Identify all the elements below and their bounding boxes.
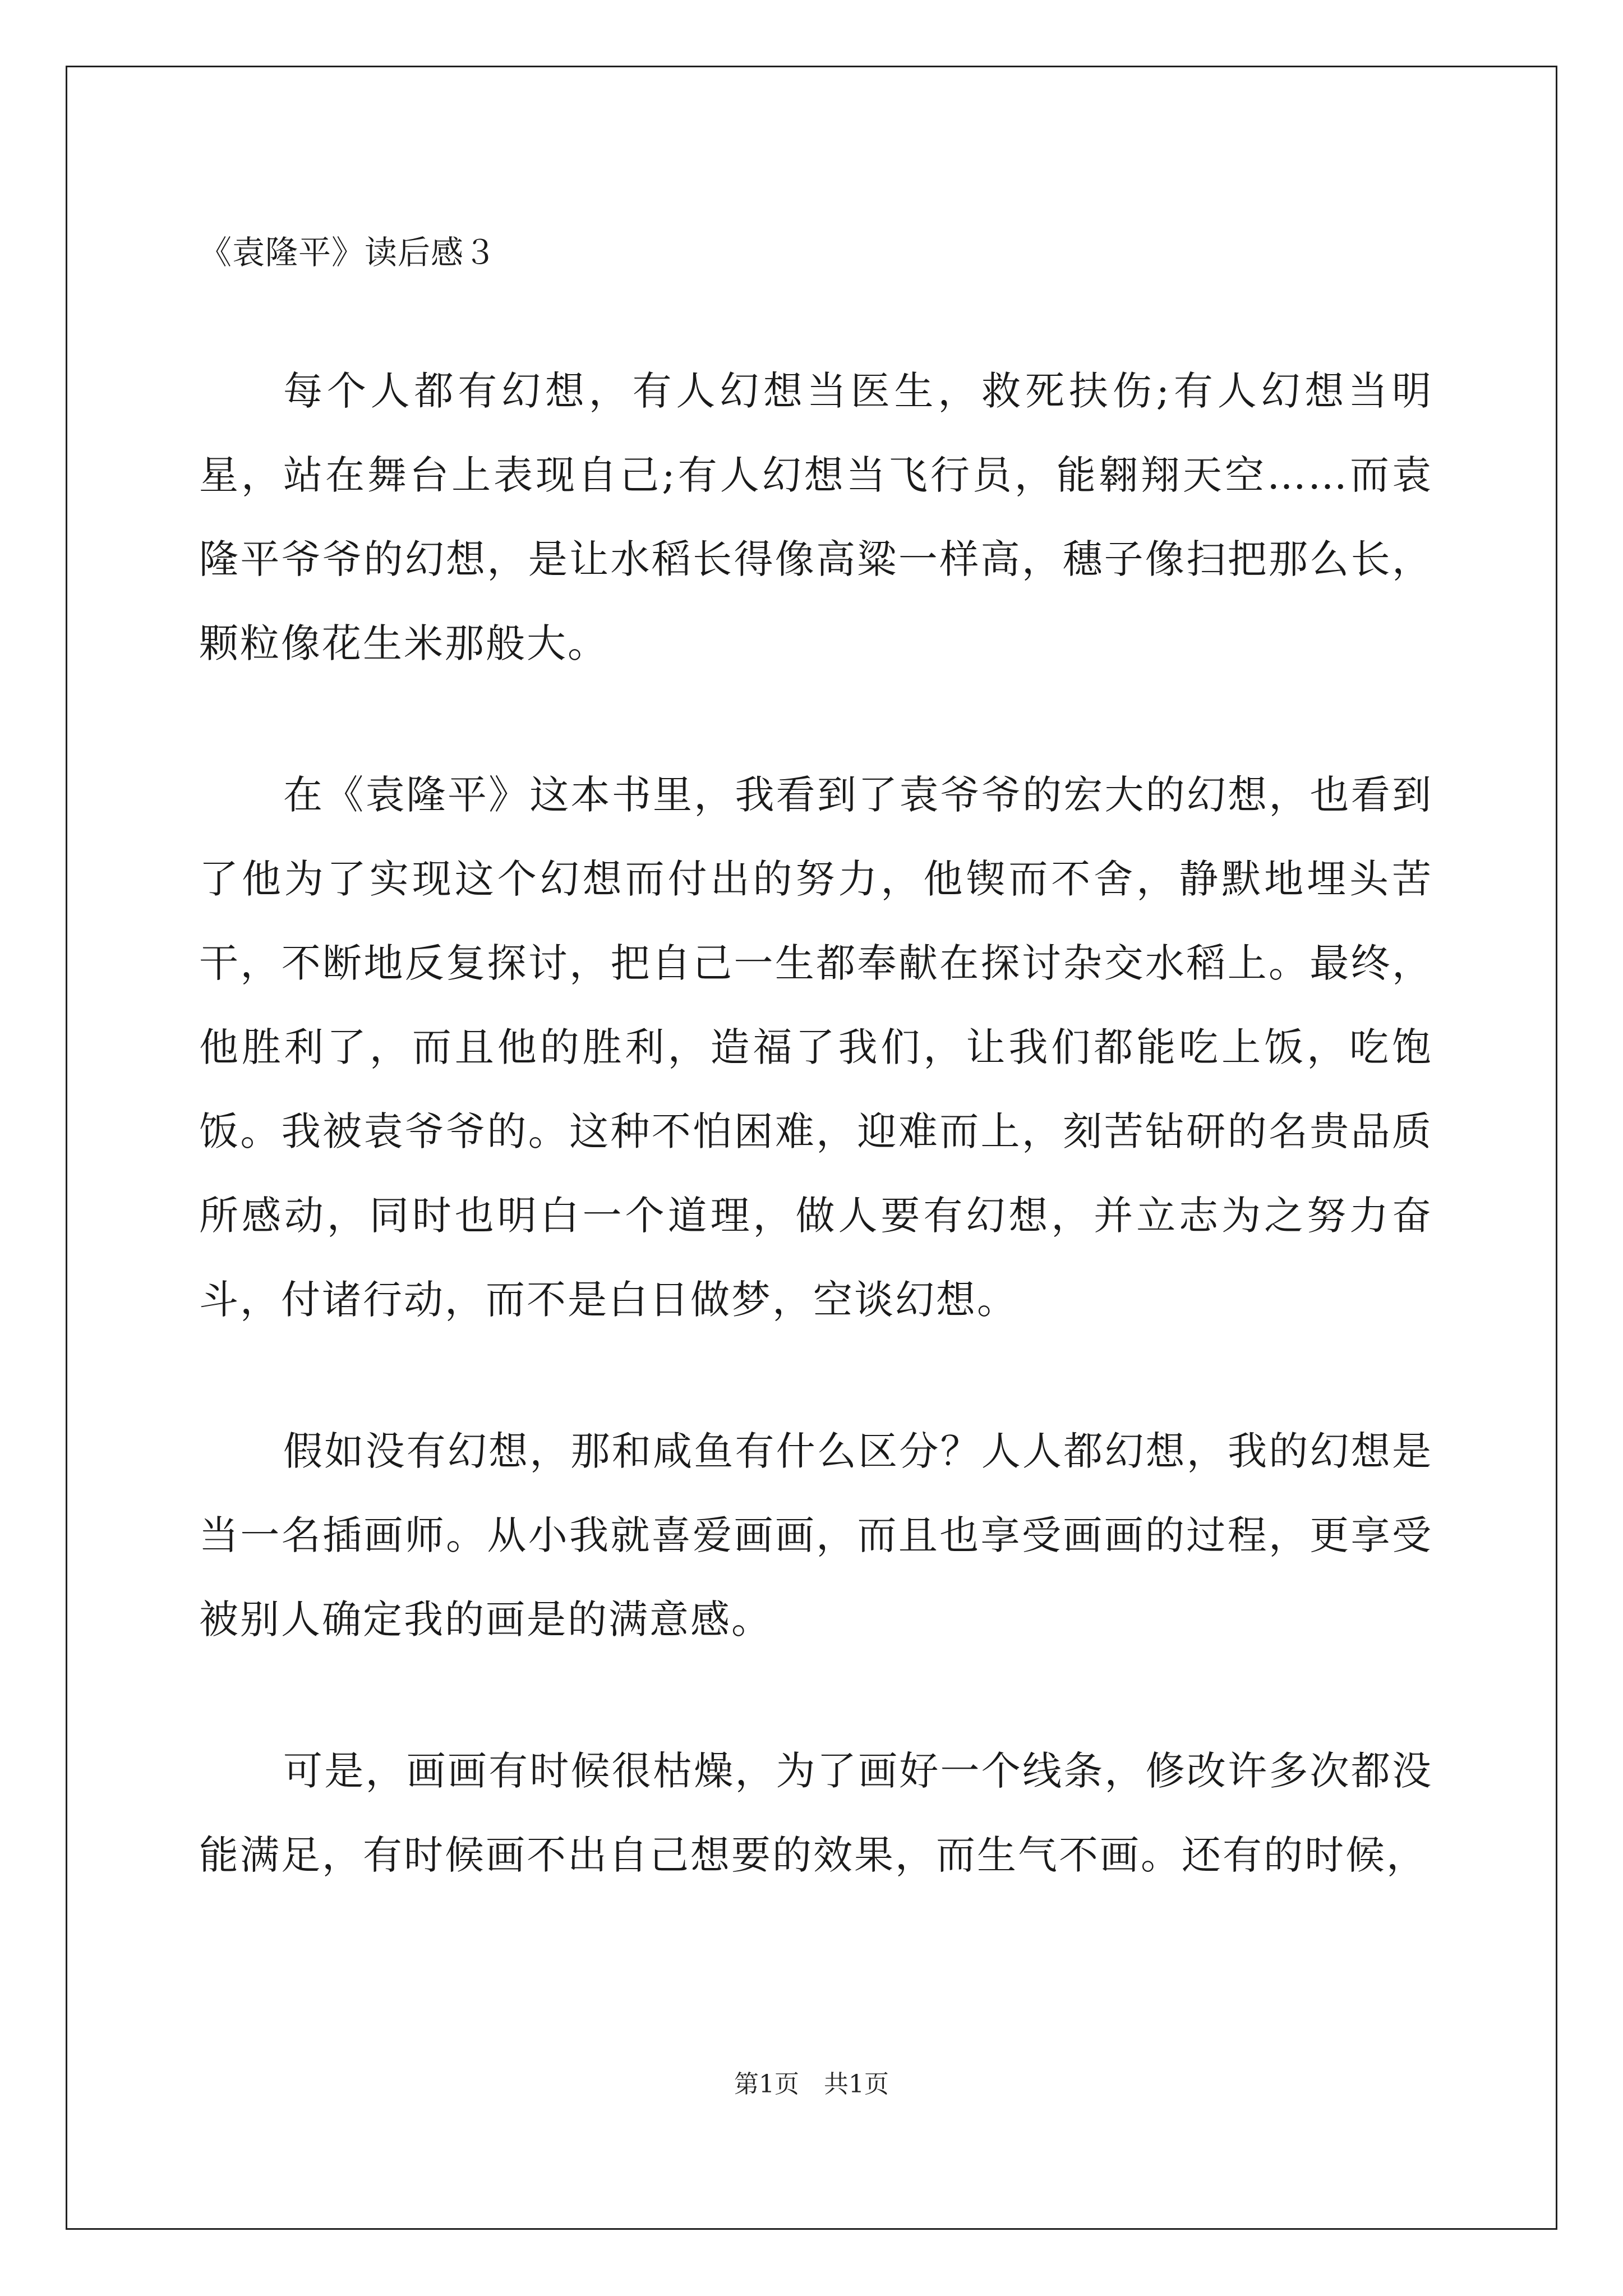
paragraph-1: 每个人都有幻想，有人幻想当医生，救死扶伤;有人幻想当明星，站在舞台上表现自己;有人幻想当飞行员，能翱翔天空……而袁隆平爷爷的幻想，是让水稻长得像高粱一样高，穗子像扫把那么长，颗粒像花生米那般大。 xyxy=(199,368,1433,666)
page-total: 共1页 xyxy=(824,2070,889,2099)
paragraph-4: 可是，画画有时候很枯燥，为了画好一个线条，修改许多次都没能满足，有时候画不出自己想要的效果，而生气不画。还有的时候， xyxy=(199,1748,1433,1878)
document-title: 《袁隆平》读后感３ xyxy=(199,233,497,272)
paragraph-2: 在《袁隆平》这本书里，我看到了袁爷爷的宏大的幻想，也看到了他为了实现这个幻想而付出的努力，他锲而不舍，静默地埋头苦干，不断地反复探讨，把自己一生都奉献在探讨杂交水稻上。最终，他胜利了，而且他的胜利，造福了我们，让我们都能吃上饭，吃饱饭。我被袁爷爷的。这种不怕困难，迎难而上，刻苦钻研的名贵品质所感动，同时也明白一个道理，做人要有幻想，并立志为之努力奋斗，付诸行动，而不是白日做梦，空谈幻想。 xyxy=(199,772,1433,1323)
paragraph-3: 假如没有幻想，那和咸鱼有什么区分？人人都幻想，我的幻想是当一名插画师。从小我就喜爱画画，而且也享受画画的过程，更享受被别人确定我的画是的满意感。 xyxy=(199,1428,1433,1642)
page-number: 第1页 xyxy=(734,2070,799,2099)
page-footer xyxy=(0,2068,1623,2101)
document-body xyxy=(199,219,1433,1897)
